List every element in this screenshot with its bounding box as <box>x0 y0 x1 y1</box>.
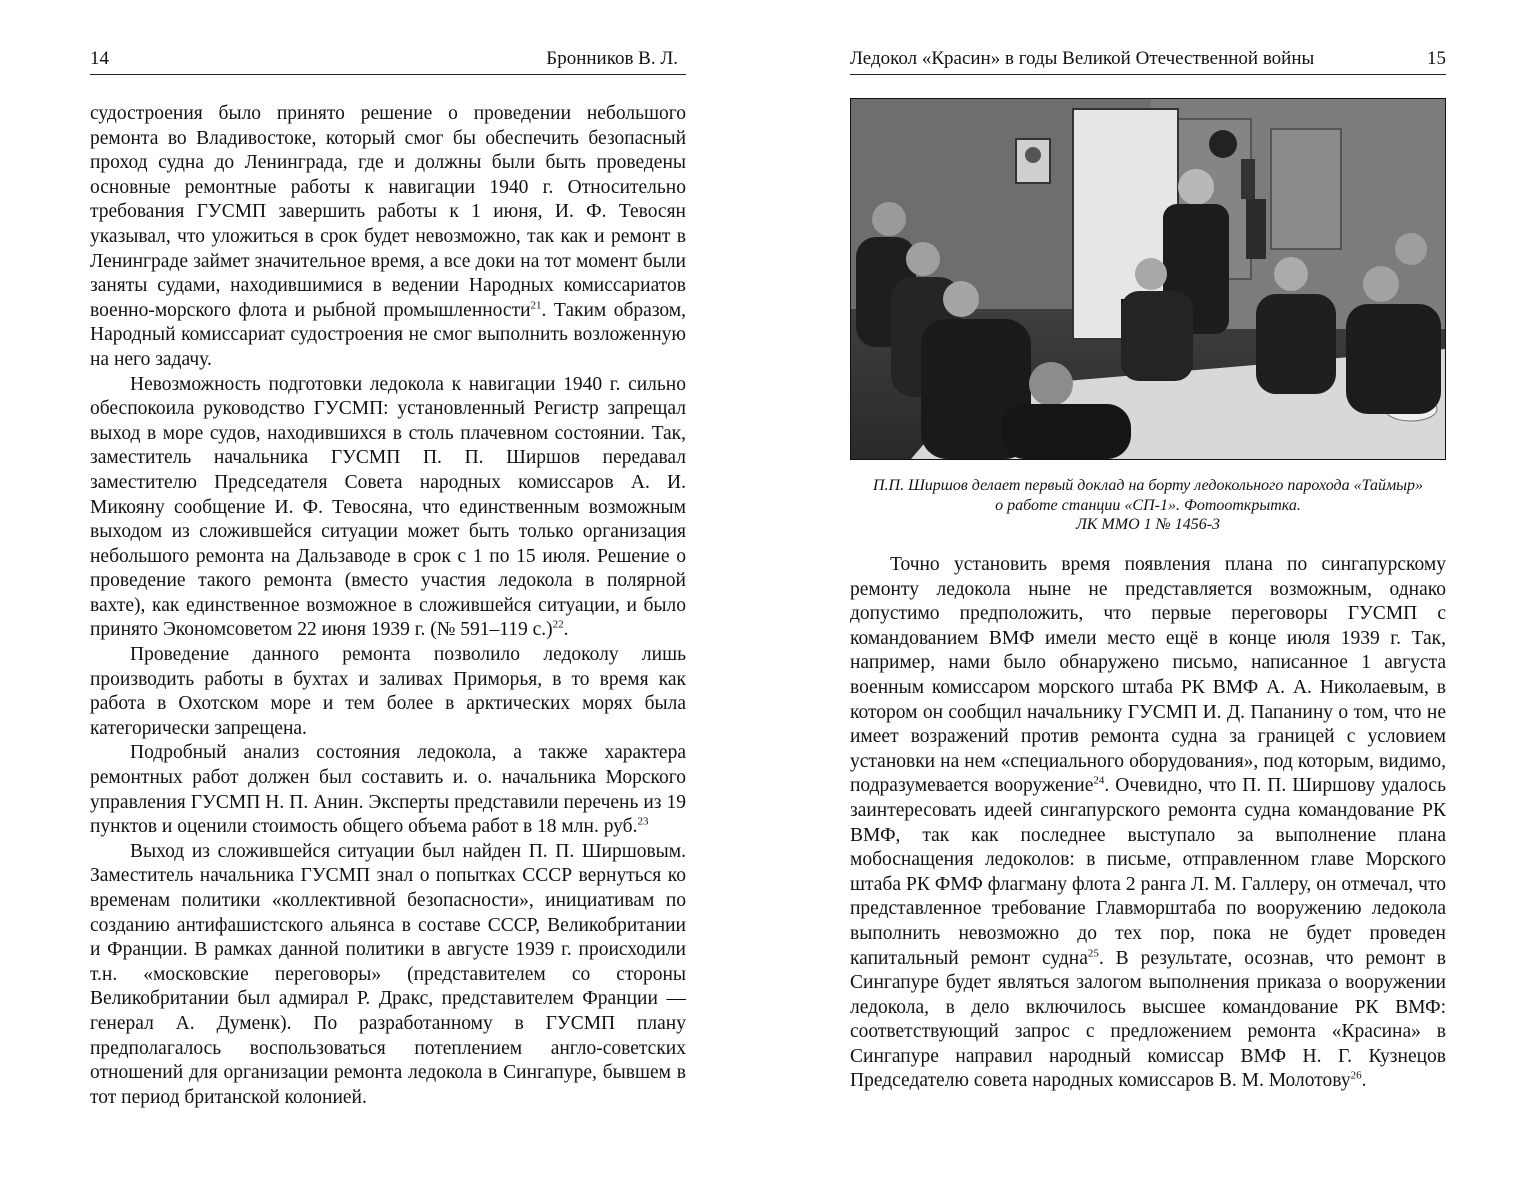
footnote-ref[interactable]: 26 <box>1350 1069 1362 1082</box>
paragraph: Проведение данного ремонта позволило ледоколу лишь производить работы в бухтах и заливах Приморья, в то время как работа в Охотском море и тем более в арктических морях была категорически запрещена. <box>90 644 686 739</box>
right-page-number: 15 <box>1427 48 1446 69</box>
right-page-body <box>850 553 1446 1094</box>
caption-line: о работе станции «СП-1». Фотооткрытка. <box>995 496 1301 514</box>
footnote-ref[interactable]: 24 <box>1093 774 1105 787</box>
footnote-ref[interactable]: 22 <box>552 618 564 631</box>
photo-caption <box>850 476 1446 535</box>
right-running-head: Ледокол «Красин» в годы Великой Отечественной войны <box>850 48 1315 69</box>
paragraph: судостроения было принято решение о проведении небольшого ремонта во Владивостоке, который смог бы обеспечить безопасный проход судна до Ленинграда, где и должны были быть проведены основные ремонтные работы к навигации 1940 г. Относительно требования ГУСМП завершить работы к 1 июня, И. Ф. Тевосян указывал, что уложиться в срок будет невозможно, так как и ремонт в Ленинграде займет значительное время, а все доки на тот момент были заняты судами, находившимися в ведении Народных комиссариатов военно-морского флота и рыбной промышленности$^{21}$. Таким образом, Народный комиссариат судостроения не смог выполнить возложенную на него задачу. <box>90 103 686 370</box>
caption-line: П.П. Ширшов делает первый доклад на борту ледокольного парохода «Таймыр» <box>872 477 1423 494</box>
left-page-header <box>90 46 686 75</box>
left-page-number: 14 <box>90 48 109 69</box>
paragraph: Подробный анализ состояния ледокола, а также характера ремонтных работ должен был составить и. о. начальника Морского управления ГУСМП Н. П. Анин. Эксперты представили перечень из 19 пунктов и оценили стоимость общего объема работ в 18 млн. руб.$^{23}$ <box>90 742 686 838</box>
paragraph: Невозможность подготовки ледокола к навигации 1940 г. сильно обеспокоила руководство ГУСМП: установленный Регистр запрещал выход в море судов, находившихся в столь плачевном состоянии. Так, заместитель начальника ГУСМП П. П. Ширшов передавал заместителю Председателя Совета народных комиссаров А. И. Микояну сообщение И. Ф. Тевосяна, что единственным возможным выходом из сложившейся ситуации может быть только организация небольшого ремонта на Дальзаводе в срок с 1 по 15 июля. Решение о проведение такого ремонта (вместо участия ледокола в полярной вахте), как единственное возможное в сложившейся ситуации, и было принято Экономсоветом 22 июня 1939 г. (№ 591–119 с.)$^{22}$. <box>90 373 686 641</box>
right-page-header <box>850 46 1446 75</box>
caption-archive-ref: ЛК ММО 1 № 1456-3 <box>1075 516 1221 533</box>
photo-illustration <box>851 99 1445 459</box>
left-page-body <box>90 102 686 1110</box>
left-running-head: Бронников В. Л. <box>546 48 678 69</box>
footnote-ref[interactable]: 23 <box>637 815 649 828</box>
footnote-ref[interactable]: 25 <box>1087 947 1099 959</box>
archival-photo <box>850 98 1446 460</box>
footnote-ref[interactable]: 21 <box>530 299 542 312</box>
paragraph: Выход из сложившейся ситуации был найден П. П. Ширшовым. Заместитель начальника ГУСМП знал о попытках СССР вернуться ко временам политики «коллективной безопасности», инициативам по созданию антифашистского альянса в составе СССР, Великобритании и Франции. В рамках данной политики в августе 1939 г. происходили т.н. «московские переговоры» (представителем со стороны Великобритании был адмирал Р. Дракс, представителем Франции — генерал А. Думенк). По разработанному в ГУСМП плану предполагалось воспользоваться потеплением англо-советских отношений для организации ремонта ледокола в Сингапуре, бывшем в тот период британской колонией. <box>90 840 686 1108</box>
paragraph: Точно установить время появления плана по сингапурскому ремонту ледокола ныне не представляется возможным, однако допустимо предположить, что первые переговоры ГУСМП с командованием ВМФ имели место ещё в конце июля 1939 г. Так, например, нами было обнаружено письмо, написанное 1 августа военным комиссаром морского штаба РК ВМФ А. А. Николаевым, в котором он сообщил начальнику ГУСМП И. Д. Папанину о том, что не имеет возражений против ремонта судна за границей с условием установки на нем «специального оборудования», под которым, видимо, подразумевается вооружение$^{24}$. Очевидно, что П. П. Ширшову удалось заинтересовать идеей сингапурского ремонта судна командование РК ВМФ, так как последнее выступало за выполнение плана мобоснащения ледоколов: в письме, отправленном главе Морского штаба РК ФМФ флагману флота 2 ранга Л. М. Галлеру, он отмечал, что представленное требование Главморштаба по вооружению ледокола выполнить невозможно до тех пор, пока не будет проведен капитальный ремонт судна$^{25}$. В результате, осознав, что ремонт в Сингапуре будет являться залогом выполнения приказа о вооружении ледокола, в дело включилось высшее командование РК ВМФ: соответствующий запрос с предложением ремонта «Красина» в Сингапуре направил народный комиссар ВМФ Н. Г. Кузнецов Председателю совета народных комиссаров В. М. Молотову$^{26}$. <box>850 554 1446 1092</box>
